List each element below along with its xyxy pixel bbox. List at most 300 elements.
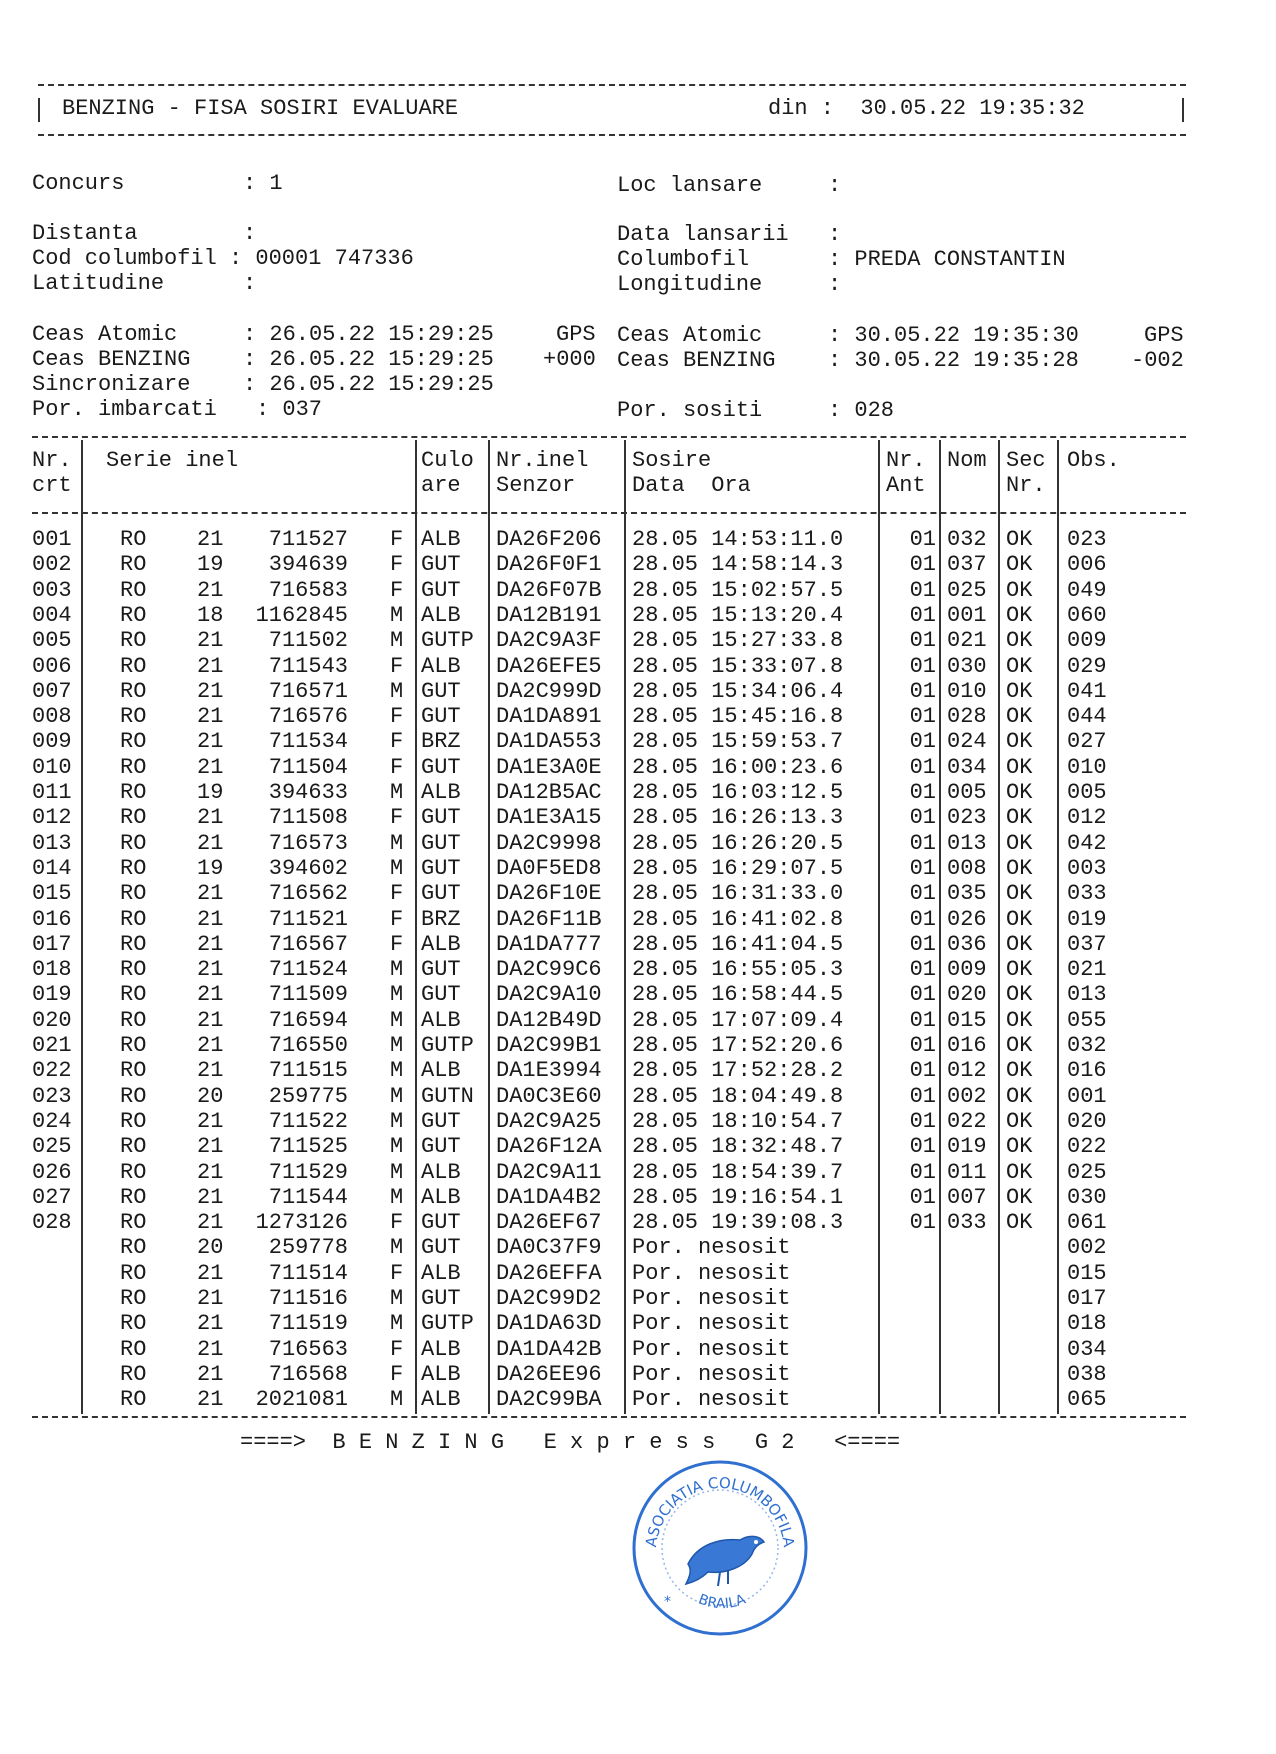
cell-sosire: 28.05 15:45:16.8 bbox=[632, 704, 844, 730]
cell-obs: 013 bbox=[1067, 982, 1107, 1008]
header-right-border bbox=[1182, 98, 1184, 122]
cell-cul: ALB bbox=[421, 780, 461, 805]
cell-an: 21 bbox=[197, 1108, 224, 1134]
cell-senzor: DA2C9A25 bbox=[496, 1108, 602, 1134]
cell-obs: 027 bbox=[1067, 729, 1107, 755]
cell-senzor: DA0F5ED8 bbox=[496, 855, 602, 881]
por-sositi-label: Por. sositi bbox=[617, 398, 763, 423]
cell-nom: 036 bbox=[947, 931, 987, 957]
cell-nr: 026 bbox=[32, 1159, 72, 1185]
cell-sec: OK bbox=[1006, 577, 1033, 603]
cell-inel: 1273126 bbox=[255, 1210, 348, 1236]
longitudine-value: : bbox=[828, 272, 842, 297]
cell-inel: 716571 bbox=[268, 678, 348, 704]
cell-sex: F bbox=[390, 577, 404, 603]
cell-obs: 006 bbox=[1067, 552, 1107, 578]
cell-tara: RO bbox=[120, 1260, 147, 1286]
cell-obs: 065 bbox=[1067, 1387, 1107, 1413]
table-row bbox=[0, 780, 1276, 805]
table-row bbox=[0, 1286, 1276, 1311]
cell-inel: 711516 bbox=[268, 1286, 348, 1311]
cell-ant: 01 bbox=[909, 1083, 936, 1109]
cell-senzor: DA2C99B1 bbox=[496, 1033, 602, 1058]
cell-sex: F bbox=[390, 704, 404, 730]
table-row bbox=[0, 1058, 1276, 1083]
latitudine-label: Latitudine bbox=[32, 271, 165, 296]
cell-nr: 018 bbox=[32, 957, 72, 983]
cell-nom: 030 bbox=[947, 653, 987, 679]
cell-tara: RO bbox=[120, 1210, 147, 1236]
cell-sex: M bbox=[390, 602, 404, 628]
cod-columbofil-value: : 00001 747336 bbox=[229, 246, 414, 271]
cell-nr: 025 bbox=[32, 1134, 72, 1160]
cell-sex: M bbox=[390, 1058, 404, 1084]
ceas-atomic-left-value: : 26.05.22 15:29:25 bbox=[243, 322, 494, 347]
cell-cul: GUT bbox=[421, 704, 461, 730]
cell-obs: 002 bbox=[1067, 1235, 1107, 1261]
cell-nom: 010 bbox=[947, 678, 987, 704]
cell-nom: 037 bbox=[947, 552, 987, 578]
cell-nr: 028 bbox=[32, 1210, 72, 1236]
cell-an: 21 bbox=[197, 931, 224, 957]
cell-ant: 01 bbox=[909, 729, 936, 755]
cell-tara: RO bbox=[120, 1108, 147, 1134]
cell-cul: GUT bbox=[421, 881, 461, 907]
col-nr-ant-2: Ant bbox=[886, 473, 926, 498]
cell-obs: 009 bbox=[1067, 628, 1107, 654]
cell-inel: 711504 bbox=[268, 754, 348, 780]
cell-sex: F bbox=[390, 754, 404, 780]
cell-an: 21 bbox=[197, 1387, 224, 1413]
cell-cul: BRZ bbox=[421, 729, 461, 755]
cell-obs: 015 bbox=[1067, 1260, 1107, 1286]
table-row bbox=[0, 856, 1276, 881]
cell-sec: OK bbox=[1006, 704, 1033, 730]
cell-inel: 259775 bbox=[268, 1083, 348, 1109]
cell-tara: RO bbox=[120, 1033, 147, 1058]
cell-sex: M bbox=[390, 628, 404, 654]
cell-nr: 006 bbox=[32, 653, 72, 679]
cell-obs: 034 bbox=[1067, 1336, 1107, 1362]
cell-nr: 005 bbox=[32, 628, 72, 654]
cell-sex: F bbox=[390, 527, 404, 552]
report-date bbox=[768, 96, 1085, 121]
col-nr-inel-2: Senzor bbox=[496, 473, 576, 498]
cell-ant: 01 bbox=[909, 830, 936, 856]
cell-sex: M bbox=[390, 1108, 404, 1134]
cell-cul: GUTP bbox=[421, 1033, 474, 1058]
cell-sosire: 28.05 15:02:57.5 bbox=[632, 577, 844, 603]
loc-lansare-label: Loc lansare bbox=[617, 173, 763, 198]
cell-sosire: Por. nesosit bbox=[632, 1387, 791, 1413]
cell-senzor: DA26F0F1 bbox=[496, 552, 602, 578]
concurs-value: : 1 bbox=[243, 171, 283, 196]
cell-cul: GUTP bbox=[421, 628, 474, 654]
cell-nom: 024 bbox=[947, 729, 987, 755]
table-row bbox=[0, 881, 1276, 906]
cell-an: 19 bbox=[197, 855, 224, 881]
cell-cul: GUT bbox=[421, 830, 461, 856]
col-nom: Nom bbox=[947, 448, 987, 473]
table-row bbox=[0, 1261, 1276, 1286]
cell-ant: 01 bbox=[909, 906, 936, 932]
cell-sex: M bbox=[390, 830, 404, 856]
cell-ant: 01 bbox=[909, 552, 936, 578]
cell-tara: RO bbox=[120, 1235, 147, 1261]
cell-inel: 711521 bbox=[268, 906, 348, 932]
cell-ant: 01 bbox=[909, 1108, 936, 1134]
cell-sosire: Por. nesosit bbox=[632, 1336, 791, 1362]
cell-tara: RO bbox=[120, 653, 147, 679]
cell-inel: 394633 bbox=[268, 780, 348, 805]
cell-obs: 044 bbox=[1067, 704, 1107, 730]
cell-sosire: 28.05 15:33:07.8 bbox=[632, 653, 844, 679]
cell-ant: 01 bbox=[909, 982, 936, 1008]
cell-nom: 001 bbox=[947, 602, 987, 628]
stamp-text-bottom: BRAILA bbox=[696, 1591, 748, 1613]
cell-inel: 716567 bbox=[268, 931, 348, 957]
cell-senzor: DA1DA777 bbox=[496, 931, 602, 957]
cell-sex: F bbox=[390, 805, 404, 831]
por-imbarcati-value: : 037 bbox=[256, 397, 323, 422]
cell-nom: 025 bbox=[947, 577, 987, 603]
cell-nr: 007 bbox=[32, 678, 72, 704]
cell-sec: OK bbox=[1006, 729, 1033, 755]
cell-sosire: 28.05 16:31:33.0 bbox=[632, 881, 844, 907]
cell-inel: 716550 bbox=[268, 1033, 348, 1058]
cell-senzor: DA1DA42B bbox=[496, 1336, 602, 1362]
table-bottom-rule bbox=[32, 1416, 1186, 1418]
cell-senzor: DA2C9A11 bbox=[496, 1159, 602, 1185]
cell-ant: 01 bbox=[909, 653, 936, 679]
cell-an: 21 bbox=[197, 1007, 224, 1033]
cell-nom: 012 bbox=[947, 1058, 987, 1084]
cell-sex: M bbox=[390, 1235, 404, 1261]
cell-sosire: 28.05 16:29:07.5 bbox=[632, 855, 844, 881]
cell-inel: 716562 bbox=[268, 881, 348, 907]
header-top-rule bbox=[38, 84, 1186, 86]
cell-senzor: DA1DA4B2 bbox=[496, 1184, 602, 1210]
cell-sec: OK bbox=[1006, 628, 1033, 654]
table-row bbox=[0, 957, 1276, 982]
cell-cul: ALB bbox=[421, 1387, 461, 1413]
columbofil-label: Columbofil bbox=[617, 247, 750, 272]
cell-sosire: 28.05 16:26:20.5 bbox=[632, 830, 844, 856]
cell-sex: M bbox=[390, 1387, 404, 1413]
cell-obs: 016 bbox=[1067, 1058, 1107, 1084]
cell-sec: OK bbox=[1006, 653, 1033, 679]
cell-nr: 014 bbox=[32, 855, 72, 881]
distanta-label: Distanta bbox=[32, 221, 138, 246]
table-row bbox=[0, 679, 1276, 704]
cell-cul: ALB bbox=[421, 1361, 461, 1387]
cell-nr: 011 bbox=[32, 780, 72, 805]
cell-nr: 002 bbox=[32, 552, 72, 578]
table-row bbox=[0, 805, 1276, 830]
cell-sosire: 28.05 14:53:11.0 bbox=[632, 527, 844, 552]
cell-ant: 01 bbox=[909, 602, 936, 628]
cell-nom: 008 bbox=[947, 855, 987, 881]
cell-tara: RO bbox=[120, 830, 147, 856]
cell-tara: RO bbox=[120, 628, 147, 654]
cell-sec: OK bbox=[1006, 982, 1033, 1008]
cell-senzor: DA1DA891 bbox=[496, 704, 602, 730]
cell-tara: RO bbox=[120, 754, 147, 780]
cell-an: 21 bbox=[197, 527, 224, 552]
cell-cul: GUT bbox=[421, 577, 461, 603]
cell-inel: 716563 bbox=[268, 1336, 348, 1362]
cell-an: 21 bbox=[197, 577, 224, 603]
cell-sec: OK bbox=[1006, 1058, 1033, 1084]
cell-sex: F bbox=[390, 906, 404, 932]
cell-obs: 033 bbox=[1067, 881, 1107, 907]
cell-an: 21 bbox=[197, 754, 224, 780]
cell-an: 21 bbox=[197, 1336, 224, 1362]
cell-obs: 038 bbox=[1067, 1361, 1107, 1387]
table-row bbox=[0, 654, 1276, 679]
cell-senzor: DA26F10E bbox=[496, 881, 602, 907]
table-row bbox=[0, 552, 1276, 577]
cell-senzor: DA1E3A0E bbox=[496, 754, 602, 780]
cell-sec: OK bbox=[1006, 780, 1033, 805]
cell-nr: 023 bbox=[32, 1083, 72, 1109]
data-lansarii-value: : bbox=[828, 222, 842, 247]
cell-inel: 716594 bbox=[268, 1007, 348, 1033]
cell-sec: OK bbox=[1006, 906, 1033, 932]
ceas-atomic-left-label: Ceas Atomic bbox=[32, 322, 178, 347]
cell-an: 20 bbox=[197, 1083, 224, 1109]
cell-ant: 01 bbox=[909, 704, 936, 730]
cell-an: 21 bbox=[197, 906, 224, 932]
cell-senzor: DA2C99D2 bbox=[496, 1286, 602, 1311]
star-icon: * bbox=[664, 1594, 671, 1610]
cell-sosire: Por. nesosit bbox=[632, 1286, 791, 1311]
cell-nom: 002 bbox=[947, 1083, 987, 1109]
table-row bbox=[0, 1387, 1276, 1412]
cell-obs: 041 bbox=[1067, 678, 1107, 704]
cell-sec: OK bbox=[1006, 1108, 1033, 1134]
cell-inel: 711522 bbox=[268, 1108, 348, 1134]
cell-nr: 027 bbox=[32, 1184, 72, 1210]
loc-lansare-value: : bbox=[828, 173, 842, 198]
cell-inel: 1162845 bbox=[255, 602, 348, 628]
col-sec-nr-2: Nr. bbox=[1006, 473, 1046, 498]
col-sosire-1: Sosire bbox=[632, 448, 712, 473]
cell-sosire: 28.05 19:16:54.1 bbox=[632, 1184, 844, 1210]
cell-nr: 017 bbox=[32, 931, 72, 957]
cell-sex: F bbox=[390, 729, 404, 755]
cell-an: 21 bbox=[197, 1361, 224, 1387]
cell-senzor: DA1DA553 bbox=[496, 729, 602, 755]
table-row bbox=[0, 578, 1276, 603]
cell-inel: 2021081 bbox=[255, 1387, 348, 1413]
cell-cul: ALB bbox=[421, 1058, 461, 1084]
table-row bbox=[0, 1210, 1276, 1235]
cell-nom: 026 bbox=[947, 906, 987, 932]
ceas-benzing-left-suffix: +000 bbox=[543, 347, 596, 372]
distanta-value: : bbox=[243, 221, 257, 246]
cell-tara: RO bbox=[120, 1336, 147, 1362]
cell-nr: 024 bbox=[32, 1108, 72, 1134]
cell-obs: 029 bbox=[1067, 653, 1107, 679]
cell-obs: 010 bbox=[1067, 754, 1107, 780]
header-bottom-rule bbox=[38, 134, 1186, 136]
cell-obs: 055 bbox=[1067, 1007, 1107, 1033]
cell-cul: GUT bbox=[421, 805, 461, 831]
cell-cul: GUTP bbox=[421, 1311, 474, 1337]
cell-obs: 020 bbox=[1067, 1108, 1107, 1134]
pigeon-icon bbox=[686, 1536, 764, 1586]
cell-inel: 711527 bbox=[268, 527, 348, 552]
cell-inel: 716568 bbox=[268, 1361, 348, 1387]
cell-tara: RO bbox=[120, 704, 147, 730]
cell-obs: 021 bbox=[1067, 957, 1107, 983]
cell-obs: 032 bbox=[1067, 1033, 1107, 1058]
cell-senzor: DA2C9A3F bbox=[496, 628, 602, 654]
table-row bbox=[0, 628, 1276, 653]
cell-cul: GUT bbox=[421, 957, 461, 983]
cell-sec: OK bbox=[1006, 1007, 1033, 1033]
cell-an: 21 bbox=[197, 1058, 224, 1084]
cell-cul: GUT bbox=[421, 855, 461, 881]
sincronizare-label: Sincronizare bbox=[32, 372, 191, 397]
cell-inel: 711544 bbox=[268, 1184, 348, 1210]
cell-sec: OK bbox=[1006, 527, 1033, 552]
cell-sec: OK bbox=[1006, 1083, 1033, 1109]
cell-inel: 716576 bbox=[268, 704, 348, 730]
cell-nom: 005 bbox=[947, 780, 987, 805]
cell-senzor: DA12B49D bbox=[496, 1007, 602, 1033]
cell-cul: GUT bbox=[421, 1210, 461, 1236]
col-nr-ant-1: Nr. bbox=[886, 448, 926, 473]
cell-sosire: 28.05 16:03:12.5 bbox=[632, 780, 844, 805]
cell-ant: 01 bbox=[909, 1058, 936, 1084]
cell-tara: RO bbox=[120, 1159, 147, 1185]
cell-sosire: 28.05 19:39:08.3 bbox=[632, 1210, 844, 1236]
cell-inel: 711514 bbox=[268, 1260, 348, 1286]
cell-cul: GUT bbox=[421, 982, 461, 1008]
cell-senzor: DA26F07B bbox=[496, 577, 602, 603]
cell-nr: 022 bbox=[32, 1058, 72, 1084]
cell-cul: GUT bbox=[421, 1286, 461, 1311]
cell-an: 19 bbox=[197, 780, 224, 805]
cell-senzor: DA2C9998 bbox=[496, 830, 602, 856]
cell-senzor: DA2C9A10 bbox=[496, 982, 602, 1008]
cell-ant: 01 bbox=[909, 881, 936, 907]
cell-obs: 022 bbox=[1067, 1134, 1107, 1160]
cell-senzor: DA0C37F9 bbox=[496, 1235, 602, 1261]
cell-obs: 018 bbox=[1067, 1311, 1107, 1337]
cell-senzor: DA1E3A15 bbox=[496, 805, 602, 831]
cell-sec: OK bbox=[1006, 855, 1033, 881]
cell-tara: RO bbox=[120, 577, 147, 603]
cell-cul: BRZ bbox=[421, 906, 461, 932]
cell-nom: 021 bbox=[947, 628, 987, 654]
cell-sex: M bbox=[390, 982, 404, 1008]
cell-nr: 001 bbox=[32, 527, 72, 552]
ceas-benzing-left-label: Ceas BENZING bbox=[32, 347, 191, 372]
concurs-label: Concurs bbox=[32, 171, 125, 196]
table-row bbox=[0, 1084, 1276, 1109]
cell-nom: 007 bbox=[947, 1184, 987, 1210]
cell-obs: 005 bbox=[1067, 780, 1107, 805]
cell-cul: ALB bbox=[421, 602, 461, 628]
cell-inel: 716573 bbox=[268, 830, 348, 856]
col-nr-crt-2: crt bbox=[32, 473, 72, 498]
por-sositi-value: : 028 bbox=[828, 398, 895, 423]
cell-ant: 01 bbox=[909, 855, 936, 881]
ceas-benzing-left-value: : 26.05.22 15:29:25 bbox=[243, 347, 494, 372]
cell-tara: RO bbox=[120, 906, 147, 932]
cell-senzor: DA1DA63D bbox=[496, 1311, 602, 1337]
cell-sex: M bbox=[390, 855, 404, 881]
cell-inel: 716583 bbox=[268, 577, 348, 603]
cell-sosire: 28.05 16:41:02.8 bbox=[632, 906, 844, 932]
cell-nr: 012 bbox=[32, 805, 72, 831]
date-label: din : bbox=[768, 96, 835, 121]
cell-sosire: Por. nesosit bbox=[632, 1311, 791, 1337]
cell-an: 21 bbox=[197, 1184, 224, 1210]
cell-ant: 01 bbox=[909, 1210, 936, 1236]
cell-sex: M bbox=[390, 1311, 404, 1337]
cell-tara: RO bbox=[120, 780, 147, 805]
cell-cul: ALB bbox=[421, 1336, 461, 1362]
cell-cul: GUT bbox=[421, 1134, 461, 1160]
table-row bbox=[0, 1008, 1276, 1033]
footer-banner: ====> B E N Z I N G E x p r e s s G 2 <==== bbox=[240, 1430, 901, 1455]
cell-sosire: 28.05 15:27:33.8 bbox=[632, 628, 844, 654]
cell-inel: 711543 bbox=[268, 653, 348, 679]
cell-sec: OK bbox=[1006, 678, 1033, 704]
cell-sosire: 28.05 16:58:44.5 bbox=[632, 982, 844, 1008]
cell-cul: GUT bbox=[421, 1235, 461, 1261]
cell-sec: OK bbox=[1006, 754, 1033, 780]
cell-ant: 01 bbox=[909, 805, 936, 831]
cell-inel: 711509 bbox=[268, 982, 348, 1008]
cell-sex: M bbox=[390, 1134, 404, 1160]
cell-nr: 015 bbox=[32, 881, 72, 907]
cell-cul: ALB bbox=[421, 1260, 461, 1286]
cell-cul: ALB bbox=[421, 527, 461, 552]
cell-sec: OK bbox=[1006, 1159, 1033, 1185]
cell-nom: 013 bbox=[947, 830, 987, 856]
stamp-text-top: ASOCIATIA COLUMBOFILA bbox=[642, 1473, 798, 1549]
cell-senzor: DA26EF67 bbox=[496, 1210, 602, 1236]
cell-obs: 042 bbox=[1067, 830, 1107, 856]
cell-sec: OK bbox=[1006, 1210, 1033, 1236]
cell-senzor: DA26EE96 bbox=[496, 1361, 602, 1387]
col-sosire-2: Data Ora bbox=[632, 473, 751, 498]
cell-cul: ALB bbox=[421, 653, 461, 679]
cell-sosire: 28.05 16:00:23.6 bbox=[632, 754, 844, 780]
cell-an: 21 bbox=[197, 1159, 224, 1185]
cell-tara: RO bbox=[120, 552, 147, 578]
cell-tara: RO bbox=[120, 1134, 147, 1160]
cell-obs: 030 bbox=[1067, 1184, 1107, 1210]
cell-inel: 711502 bbox=[268, 628, 348, 654]
cell-sex: F bbox=[390, 1210, 404, 1236]
cell-ant: 01 bbox=[909, 1007, 936, 1033]
cell-tara: RO bbox=[120, 982, 147, 1008]
cell-senzor: DA26F11B bbox=[496, 906, 602, 932]
cell-an: 21 bbox=[197, 1033, 224, 1058]
cell-an: 21 bbox=[197, 1134, 224, 1160]
ceas-atomic-right-value: : 30.05.22 19:35:30 bbox=[828, 323, 1079, 348]
cell-nr: 020 bbox=[32, 1007, 72, 1033]
cell-nom: 028 bbox=[947, 704, 987, 730]
cell-inel: 711529 bbox=[268, 1159, 348, 1185]
col-nr-crt-1: Nr. bbox=[32, 448, 72, 473]
